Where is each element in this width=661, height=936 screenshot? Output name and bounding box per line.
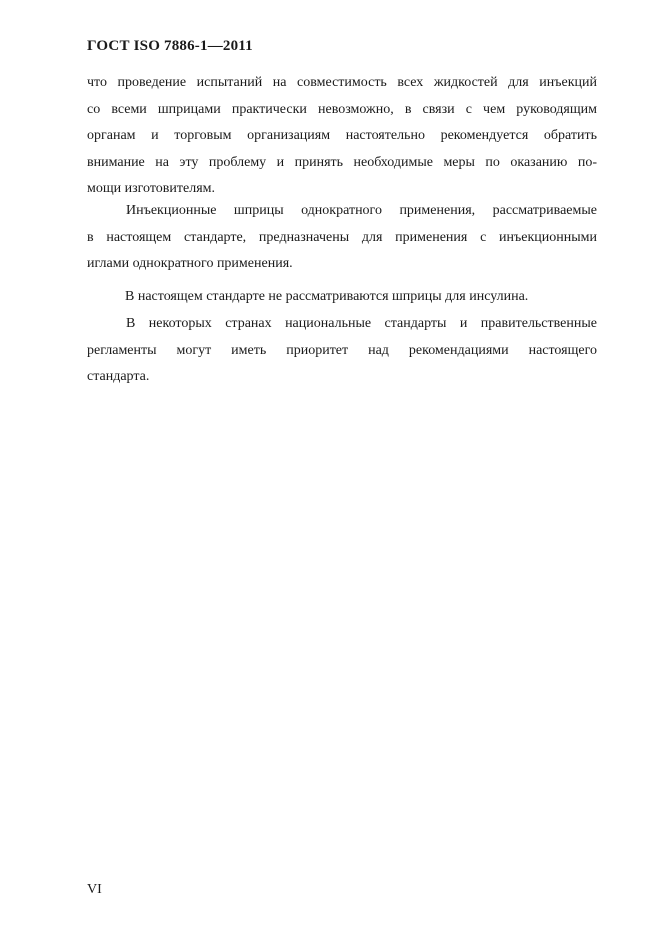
paragraph-4-line-3: стандарта. xyxy=(87,369,150,384)
paragraph-1-line-2: со всеми шприцами практически невозможно, в связи с чем руководящим xyxy=(87,101,597,117)
paragraph-1-line-4: внимание на эту проблему и принять необходимые меры по оказанию по- xyxy=(87,154,597,170)
document-header: ГОСТ ISO 7886-1—2011 xyxy=(87,38,253,54)
paragraph-4-line-2: регламенты могут иметь приоритет над рекомендациями настоящего xyxy=(87,342,597,358)
paragraph-1-line-3: органам и торговым организациям настоятельно рекомендуется обратить xyxy=(87,128,597,143)
paragraph-2-line-2: в настоящем стандарте, предназначены для применения с инъекционными xyxy=(87,229,597,245)
page-number: VI xyxy=(87,882,102,897)
paragraph-3-line-1: В настоящем стандарте не рассматриваются шприцы для инсулина. xyxy=(125,289,529,304)
paragraph-1 xyxy=(87,70,597,203)
paragraph-1-line-5: мощи изготовителям. xyxy=(87,181,216,196)
paragraph-2-line-3: иглами однократного применения. xyxy=(87,256,293,271)
paragraph-3 xyxy=(87,284,597,311)
paragraph-2 xyxy=(87,198,597,278)
paragraph-4-line-1: В некоторых странах национальные стандарты и правительственные xyxy=(126,316,597,331)
paragraph-1-line-1: что проведение испытаний на совместимость всех жидкостей для инъекций xyxy=(87,75,597,90)
paragraph-2-line-1: Инъекционные шприцы однократного применения, рассматриваемые xyxy=(126,203,597,218)
paragraph-4 xyxy=(87,311,597,391)
